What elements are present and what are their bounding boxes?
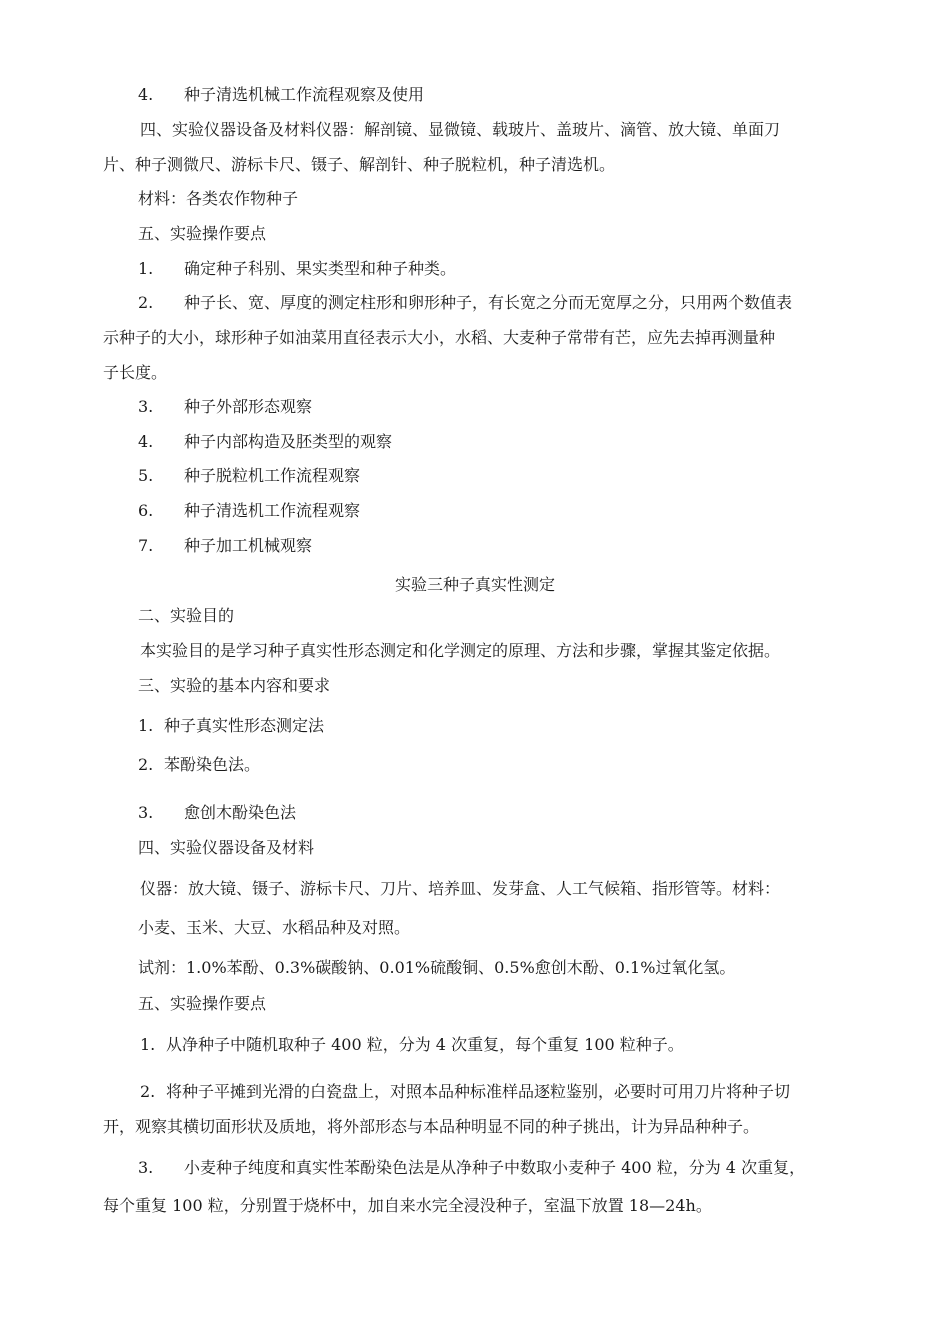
- list-number: 1.: [138, 716, 154, 735]
- list-item-2-phenol: [138, 755, 260, 775]
- paragraph-purpose: 本实验目的是学习种子真实性形态测定和化学测定的原理、方法和步骤，掌握其鉴定依据。: [140, 641, 781, 660]
- list-item-5-thresher: [138, 466, 360, 486]
- list-item-1-morphology: [138, 716, 324, 736]
- list-number: 3.: [138, 397, 154, 416]
- list-text: 从净种子中随机取种子 400 粒，分为 4 次重复，每个重复 100 粒种子。: [166, 1035, 684, 1054]
- list-number: 2.: [138, 293, 154, 312]
- paragraph-wheat-phenol-line2: 每个重复 100 粒，分别置于烧杯中，加自来水完全浸没种子，室温下放置 18—24h。: [103, 1196, 712, 1215]
- section-heading-instruments: 四、实验仪器设备及材料: [138, 838, 315, 857]
- paragraph-measure-line3: 子长度。: [103, 363, 168, 382]
- list-text: 种子脱粒机工作流程观察: [184, 466, 361, 485]
- list-item-3-wheat-phenol: [138, 1158, 805, 1178]
- paragraph-instruments-line2: 片、种子测微尺、游标卡尺、镊子、解剖针、种子脱粒机，种子清选机。: [103, 155, 616, 174]
- list-number: 1.: [138, 259, 154, 278]
- paragraph-instruments-list: 仪器：放大镜、镊子、游标卡尺、刀片、培养皿、发芽盒、人工气候箱、指形管等。材料：: [140, 879, 781, 898]
- list-item-2-measure: [138, 293, 792, 313]
- list-number: 2.: [140, 1082, 156, 1101]
- list-number: 7.: [138, 536, 154, 555]
- list-number: 3.: [138, 1158, 154, 1177]
- list-item-2-identification: [140, 1082, 790, 1102]
- list-text: 种子内部构造及胚类型的观察: [184, 432, 393, 451]
- list-text: 种子加工机械观察: [184, 536, 313, 555]
- list-text: 种子清选机械工作流程观察及使用: [184, 85, 425, 104]
- list-item-4-cleaning-machine: [138, 85, 424, 105]
- paragraph-identification-line2: 开，观察其横切面形状及质地，将外部形态与本品种明显不同的种子挑出，计为异品种种子。: [103, 1117, 760, 1136]
- section-heading-operation: 五、实验操作要点: [138, 224, 267, 243]
- list-text: 种子长、宽、厚度的测定柱形和卵形种子，有长宽之分而无宽厚之分，只用两个数值表: [184, 293, 793, 312]
- list-text: 种子外部形态观察: [184, 397, 313, 416]
- list-number: 1.: [140, 1035, 156, 1054]
- list-number: 4.: [138, 432, 154, 451]
- paragraph-instruments-line1: 四、实验仪器设备及材料仪器：解剖镜、显微镜、载玻片、盖玻片、滴管、放大镜、单面刀: [140, 120, 781, 139]
- paragraph-reagents: 试剂：1.0%苯酚、0.3%碳酸钠、0.01%硫酸铜、0.5%愈创木酚、0.1%过氧化氢。: [138, 958, 736, 977]
- experiment-title: 实验三种子真实性测定: [394, 575, 555, 594]
- list-text: 愈创木酚染色法: [184, 803, 297, 822]
- list-text: 苯酚染色法。: [164, 755, 261, 774]
- paragraph-materials: 材料：各类农作物种子: [138, 189, 299, 208]
- section-heading-content: 三、实验的基本内容和要求: [138, 676, 331, 695]
- paragraph-measure-line2: 示种子的大小，球形种子如油菜用直径表示大小，水稻、大麦种子常带有芒，应先去掉再测量种: [103, 328, 776, 347]
- list-item-3-external: [138, 397, 312, 417]
- list-item-1-sampling: [140, 1035, 684, 1055]
- list-number: 2.: [138, 755, 154, 774]
- section-heading-purpose: 二、实验目的: [138, 606, 235, 625]
- list-number: 4.: [138, 85, 154, 104]
- list-item-3-guaiacol: [138, 803, 296, 823]
- list-text: 确定种子科别、果实类型和种子种类。: [184, 259, 457, 278]
- list-item-1-identify: [138, 259, 456, 279]
- list-text: 种子清选机工作流程观察: [184, 501, 361, 520]
- list-number: 3.: [138, 803, 154, 822]
- section-heading-operation-2: 五、实验操作要点: [138, 994, 267, 1013]
- list-text: 小麦种子纯度和真实性苯酚染色法是从净种子中数取小麦种子 400 粒，分为 4 次重复，: [184, 1158, 806, 1177]
- list-text: 种子真实性形态测定法: [164, 716, 325, 735]
- list-number: 5.: [138, 466, 154, 485]
- list-item-4-internal: [138, 432, 392, 452]
- list-item-7-processing: [138, 536, 312, 556]
- list-number: 6.: [138, 501, 154, 520]
- list-text: 将种子平摊到光滑的白瓷盘上，对照本品种标准样品逐粒鉴别，必要时可用刀片将种子切: [166, 1082, 791, 1101]
- paragraph-varieties: 小麦、玉米、大豆、水稻品种及对照。: [138, 918, 411, 937]
- list-item-6-cleaner: [138, 501, 360, 521]
